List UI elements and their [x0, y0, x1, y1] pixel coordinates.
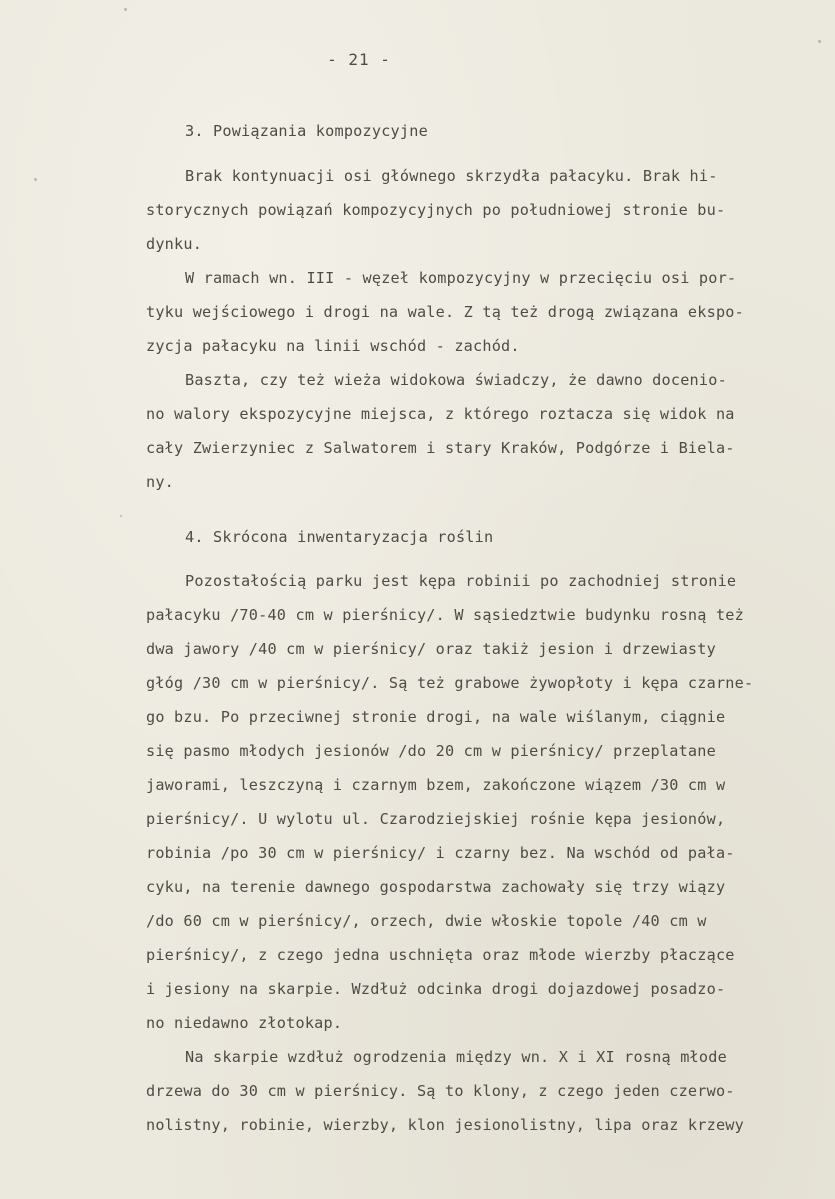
text-line: /do 60 cm w pierśnicy/, orzech, dwie włoskie topole /40 cm w: [146, 912, 707, 930]
scan-speck: [124, 8, 127, 11]
text-line: storycznych powiązań kompozycyjnych po południowej stronie bu-: [146, 201, 726, 219]
text-line: ny.: [146, 473, 175, 491]
scan-speck: [120, 515, 122, 517]
text-line: no niedawno złotokap.: [146, 1014, 343, 1032]
text-line: cały Zwierzyniec z Salwatorem i stary Kraków, Podgórze i Biela-: [146, 439, 735, 457]
text-line: W ramach wn. III - węzeł kompozycyjny w przecięciu osi por-: [185, 269, 737, 287]
text-line: go bzu. Po przeciwnej stronie drogi, na wale wiślanym, ciągnie: [146, 708, 726, 726]
text-line: pierśnicy/, z czego jedna uschnięta oraz młode wierzby płaczące: [146, 946, 735, 964]
text-line: i jesiony na skarpie. Wzdłuż odcinka drogi dojazdowej posadzo-: [146, 980, 726, 998]
page-number: - 21 -: [327, 50, 391, 69]
text-line: dwa jawory /40 cm w pierśnicy/ oraz takiż jesion i drzewiasty: [146, 640, 716, 658]
text-line: pierśnicy/. U wylotu ul. Czarodziejskiej rośnie kępa jesionów,: [146, 810, 726, 828]
text-line: tyku wejściowego i drogi na wale. Z tą też drogą związana ekspo-: [146, 303, 744, 321]
text-line: Baszta, czy też wieża widokowa świadczy, że dawno docenio-: [185, 371, 727, 389]
text-line: Brak kontynuacji osi głównego skrzydła pałacyku. Brak hi-: [185, 167, 718, 185]
text-line: pałacyku /70-40 cm w pierśnicy/. W sąsiedztwie budynku rosną też: [146, 606, 744, 624]
text-line: jaworami, leszczyną i czarnym bzem, zakończone wiązem /30 cm w: [146, 776, 726, 794]
scan-speck: [818, 40, 821, 43]
text-line: no walory ekspozycyjne miejsca, z którego roztacza się widok na: [146, 405, 735, 423]
section-heading-4: 4. Skrócona inwentaryzacja roślin: [185, 528, 494, 546]
text-line: cyku, na terenie dawnego gospodarstwa zachowały się trzy wiązy: [146, 878, 726, 896]
scan-speck: [34, 178, 37, 181]
text-line: dynku.: [146, 235, 203, 253]
text-line: nolistny, robinie, wierzby, klon jesionolistny, lipa oraz krzewy: [146, 1116, 744, 1134]
text-line: zycja pałacyku na linii wschód - zachód.: [146, 337, 520, 355]
section-heading-3: 3. Powiązania kompozycyjne: [185, 122, 428, 140]
text-line: Na skarpie wzdłuż ogrodzenia między wn. X i XI rosną młode: [185, 1048, 727, 1066]
text-line: głóg /30 cm w pierśnicy/. Są też grabowe żywopłoty i kępa czarne-: [146, 674, 754, 692]
text-line: się pasmo młodych jesionów /do 20 cm w pierśnicy/ przeplatane: [146, 742, 716, 760]
text-line: Pozostałością parku jest kępa robinii po zachodniej stronie: [185, 572, 737, 590]
text-line: robinia /po 30 cm w pierśnicy/ i czarny bez. Na wschód od pała-: [146, 844, 735, 862]
text-line: drzewa do 30 cm w pierśnicy. Są to klony, z czego jeden czerwo-: [146, 1082, 735, 1100]
